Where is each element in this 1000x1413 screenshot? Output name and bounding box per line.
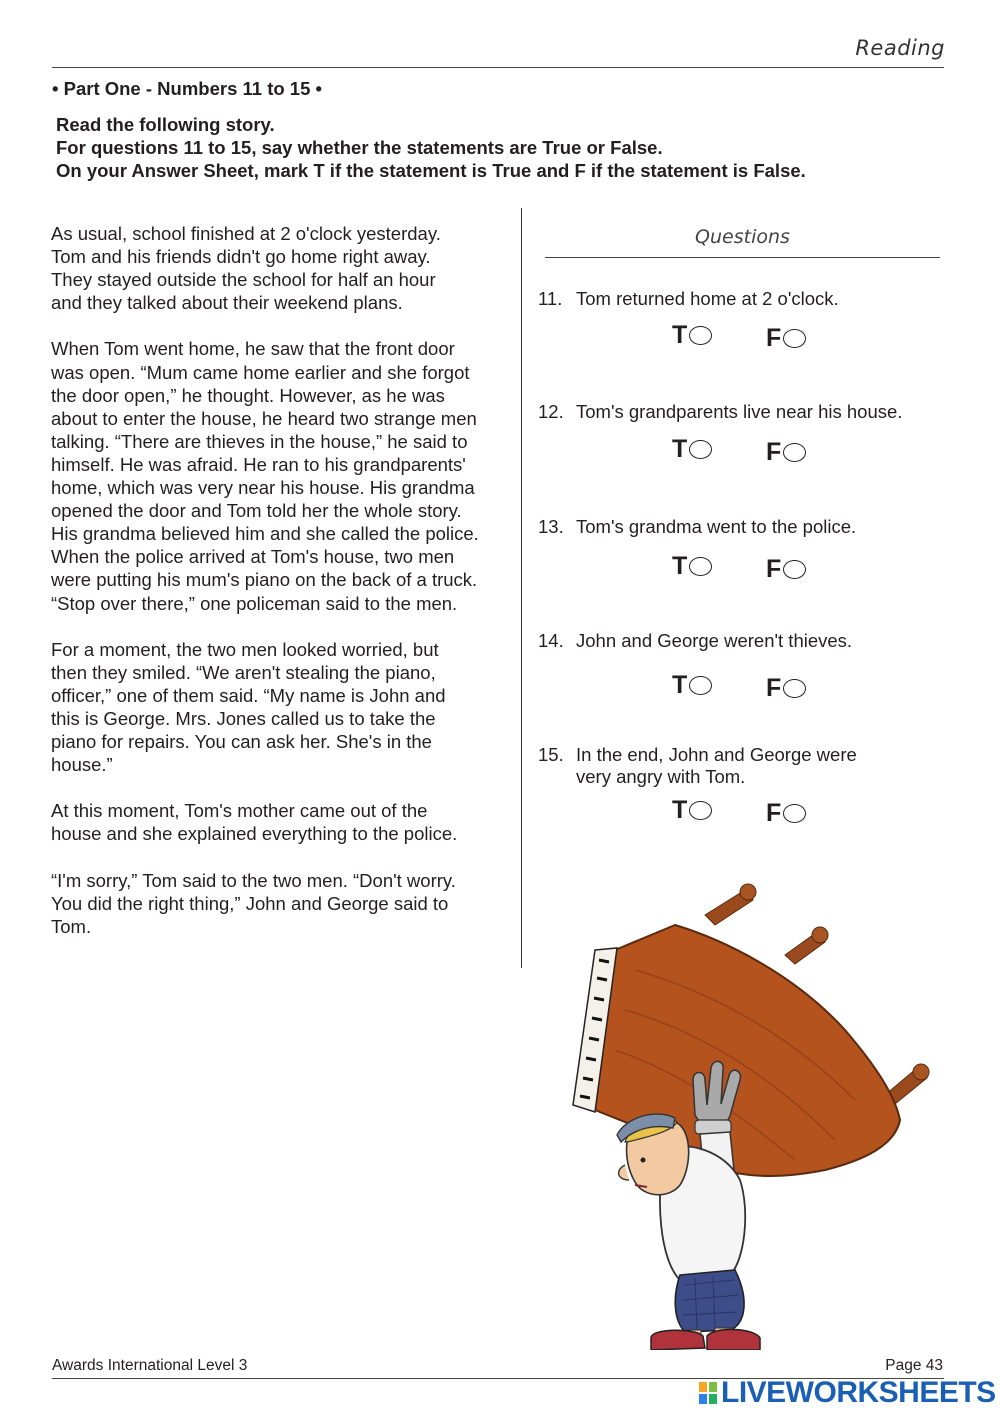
column-divider <box>521 208 522 968</box>
false-label: F <box>766 438 782 466</box>
true-label: T <box>672 671 688 699</box>
question-number: 13. <box>538 516 564 537</box>
true-bubble[interactable] <box>689 326 712 345</box>
question-number: 12. <box>538 401 564 422</box>
instruction-line: On your Answer Sheet, mark T if the statement is True and F if the statement is False. <box>56 160 806 181</box>
false-option[interactable] <box>766 554 806 584</box>
shorts <box>675 1270 744 1332</box>
true-label: T <box>672 435 688 463</box>
instruction-line: Read the following story. <box>56 114 275 135</box>
story-paragraph: As usual, school finished at 2 o'clock yesterday. Tom and his friends didn't go home right away. They stayed outside the school for half an hour and they talked about their weekend plans. <box>51 223 441 314</box>
true-option[interactable] <box>672 434 712 464</box>
liveworksheets-logo <box>698 1377 996 1409</box>
footer-level: Awards International Level 3 <box>52 1357 248 1374</box>
false-bubble[interactable] <box>783 679 806 698</box>
false-option[interactable] <box>766 673 806 703</box>
question-text: John and George weren't thieves. <box>576 630 853 651</box>
question-11 <box>538 288 958 310</box>
shoe <box>707 1329 760 1350</box>
question-number: 14. <box>538 630 564 651</box>
true-option[interactable] <box>672 551 712 581</box>
false-label: F <box>766 799 782 827</box>
question-number: 11. <box>538 288 563 309</box>
true-label: T <box>672 796 688 824</box>
question-text: Tom's grandparents live near his house. <box>576 401 903 422</box>
question-13 <box>538 516 958 538</box>
true-option[interactable] <box>672 320 712 350</box>
true-label: T <box>672 552 688 580</box>
questions-rule <box>545 257 940 258</box>
story-paragraph: When Tom went home, he saw that the front door was open. “Mum came home earlier and she forgot the door open,” he thought. However, as he was about to enter the house, he heard two strange men talking. “There are thieves in the house,” he said to himself. He was afraid. He ran to his grandparents' home, which was very near his house. His grandma opened the door and Tom told her the whole story. His grandma believed him and she called the police. When the police arrived at Tom's house, two men were putting his mum's piano on the back of a truck. “Stop over there,” one policeman said to the men. <box>51 338 479 614</box>
questions-heading: Questions <box>695 226 790 248</box>
question-12 <box>538 401 958 423</box>
header-rule <box>52 67 944 68</box>
eye <box>641 1158 646 1163</box>
story-paragraph: At this moment, Tom's mother came out of the house and she explained everything to the police. <box>51 800 458 845</box>
shoe <box>651 1330 705 1350</box>
nose <box>619 1165 629 1180</box>
true-bubble[interactable] <box>689 440 712 459</box>
instructions <box>56 113 806 182</box>
story-paragraph: “I'm sorry,” Tom said to the two men. “Don't worry. You did the right thing,” John and George said to Tom. <box>51 869 456 937</box>
true-bubble[interactable] <box>689 557 712 576</box>
true-option[interactable] <box>672 670 712 700</box>
true-bubble[interactable] <box>689 676 712 695</box>
section-title: Reading <box>855 36 945 60</box>
false-bubble[interactable] <box>783 443 806 462</box>
false-bubble[interactable] <box>783 804 806 823</box>
story <box>51 222 521 961</box>
true-label: T <box>672 321 688 349</box>
question-text: Tom's grandma went to the police. <box>576 516 857 537</box>
question-text: In the end, John and George were very angry with Tom. <box>576 744 857 787</box>
false-label: F <box>766 555 782 583</box>
piano-mover-illustration <box>555 880 945 1350</box>
false-bubble[interactable] <box>783 560 806 579</box>
false-label: F <box>766 324 782 352</box>
false-label: F <box>766 674 782 702</box>
false-bubble[interactable] <box>783 329 806 348</box>
instruction-line: For questions 11 to 15, say whether the statements are True or False. <box>56 137 663 158</box>
liveworksheets-wordmark: LIVEWORKSHEETS <box>721 1376 996 1409</box>
story-paragraph: For a moment, the two men looked worried, but then they smiled. “We aren't stealing the piano, officer,” one of them said. “My name is John and this is George. Mrs. Jones called us to take the piano for repairs. You can ask her. She's in the house.” <box>51 638 446 776</box>
true-option[interactable] <box>672 795 712 825</box>
part-title: • Part One - Numbers 11 to 15 • <box>52 78 322 99</box>
false-option[interactable] <box>766 437 806 467</box>
question-15 <box>538 744 958 788</box>
true-bubble[interactable] <box>689 801 712 820</box>
false-option[interactable] <box>766 323 806 353</box>
question-text: Tom returned home at 2 o'clock. <box>576 288 839 309</box>
question-number: 15. <box>538 744 564 765</box>
false-option[interactable] <box>766 798 806 828</box>
liveworksheets-icon <box>698 1381 718 1405</box>
footer-page-number: Page 43 <box>885 1357 943 1374</box>
question-14 <box>538 630 958 652</box>
